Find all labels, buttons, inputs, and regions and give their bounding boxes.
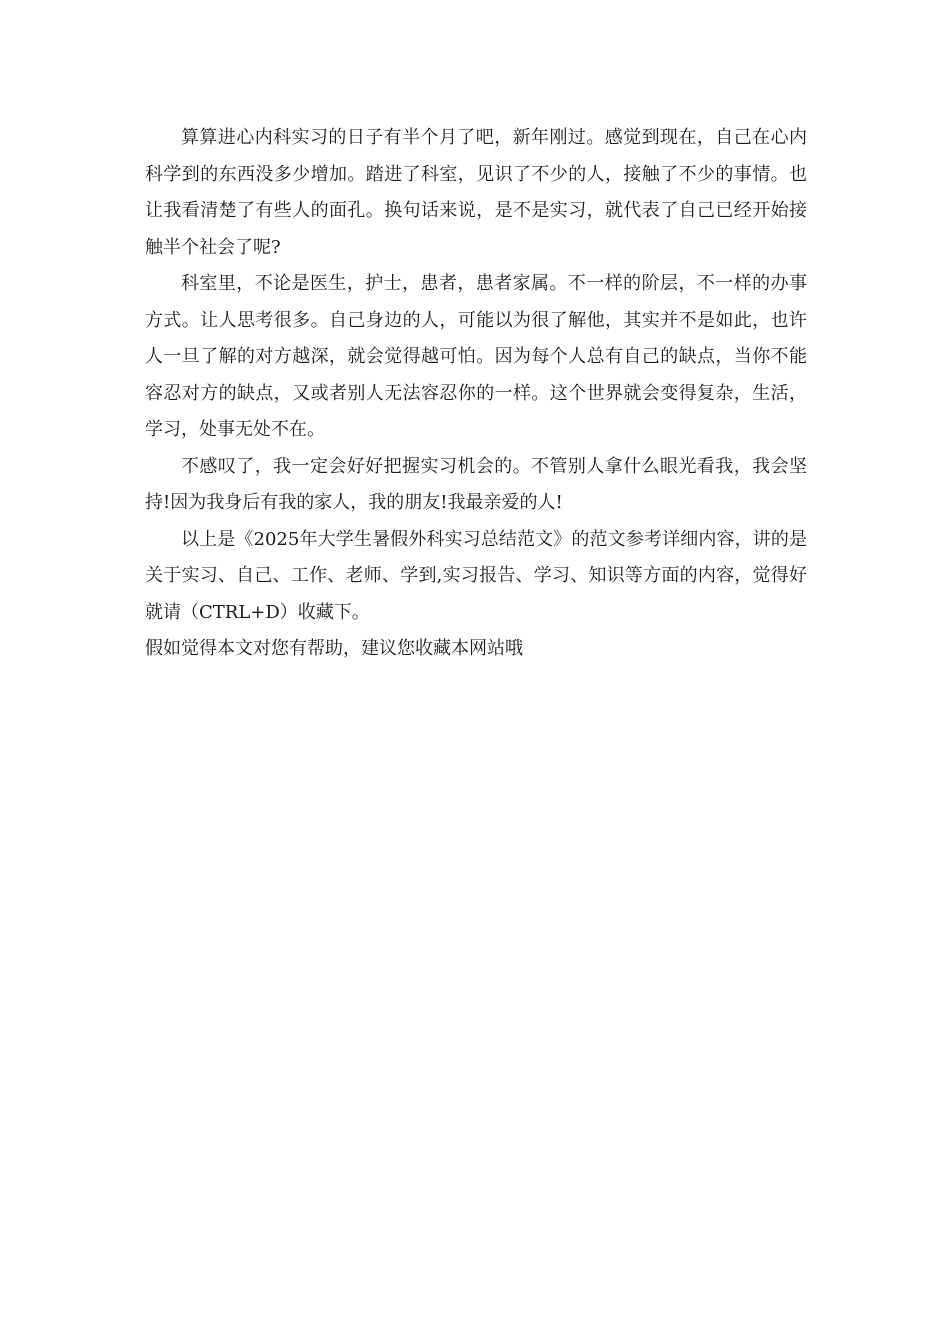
paragraph-determination: 不感叹了，我一定会好好把握实习机会的。不管别人拿什么眼光看我，我会坚持!因为我身后有我的家人，我的朋友!我最亲爱的人!: [145, 455, 807, 513]
document-body: [145, 120, 807, 668]
paragraph-summary: 以上是《2025年大学生暑假外科实习总结范文》的范文参考详细内容，讲的是关于实习、自己、工作、老师、学到,实习报告、学习、知识等方面的内容，觉得好就请（CTRL+D）收藏下。: [145, 528, 807, 623]
paragraph-internship-intro: 算算进心内科实习的日子有半个月了吧，新年刚过。感觉到现在，自己在心内科学到的东西没多少增加。踏进了科室，见识了不少的人，接触了不少的事情。也让我看清楚了有些人的面孔。换句话来说，是不是实习，就代表了自己已经开始接触半个社会了呢?: [145, 127, 807, 258]
footer-note: 假如觉得本文对您有帮助，建议您收藏本网站哦: [145, 638, 523, 659]
paragraph-department-people: 科室里，不论是医生，护士，患者，患者家属。不一样的阶层，不一样的办事方式。让人思考很多。自己身边的人，可能以为很了解他，其实并不是如此，也许人一旦了解的对方越深，就会觉得越可怕。因为每个人总有自己的缺点，当你不能容忍对方的缺点，又或者别人无法容忍你的一样。这个世界就会变得复杂，生活，学习，处事无处不在。: [145, 273, 807, 440]
